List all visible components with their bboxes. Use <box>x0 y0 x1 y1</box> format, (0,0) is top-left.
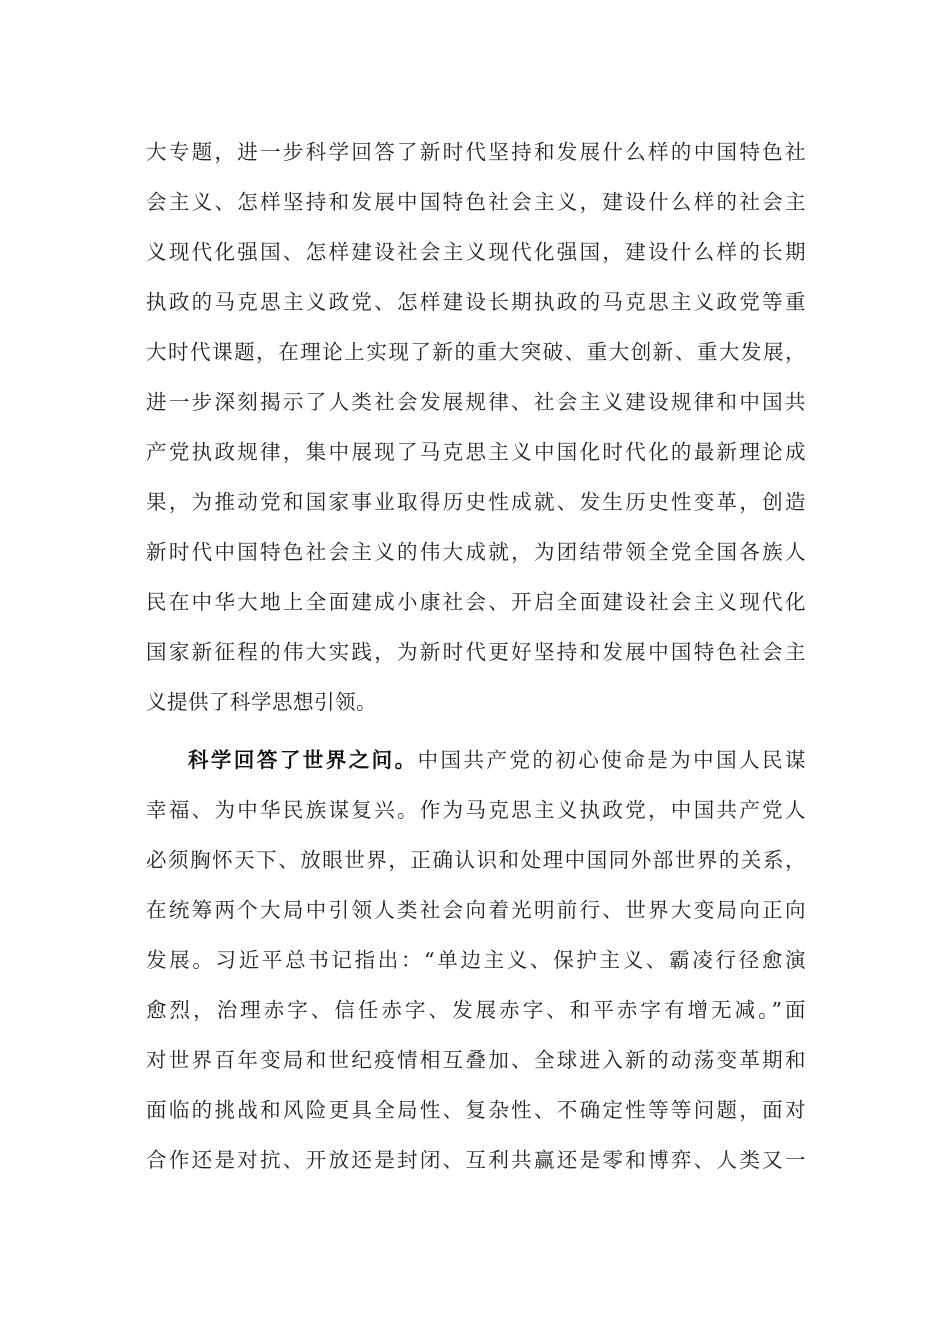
paragraph-line: 执政的马克思主义政党、怎样建设长期执政的马克思主义政党等重 <box>146 290 806 314</box>
paragraph-line: 愈烈，治理赤字、信任赤字、发展赤字、和平赤字有增无减。”面 <box>146 998 806 1022</box>
paragraph-line: 新时代中国特色社会主义的伟大成就，为团结带领全党全国各族人 <box>146 540 806 564</box>
paragraph-line: 义提供了科学思想引领。 <box>146 690 377 714</box>
paragraph-line: 进一步深刻揭示了人类社会发展规律、社会主义建设规律和中国共 <box>146 390 806 414</box>
paragraph-line: 面临的挑战和风险更具全局性、复杂性、不确定性等等问题，面对 <box>146 1098 806 1122</box>
paragraph-first-line-text: 中国共产党的初心使命是为中国人民谋 <box>417 748 807 772</box>
paragraph-line: 在统筹两个大局中引领人类社会向着光明前行、世界大变局向正向 <box>146 898 806 922</box>
paragraph-line: 产党执政规律，集中展现了马克思主义中国化时代化的最新理论成 <box>146 440 806 464</box>
section-lead-heading: 科学回答了世界之问。 <box>186 748 418 772</box>
paragraph-line: 果，为推动党和国家事业取得历史性成就、发生历史性变革，创造 <box>146 490 806 514</box>
paragraph-line: 民在中华大地上全面建成小康社会、开启全面建设社会主义现代化 <box>146 590 806 614</box>
paragraph-line: 必须胸怀天下、放眼世界，正确认识和处理中国同外部世界的关系， <box>146 848 806 872</box>
paragraph-world-question <box>146 735 806 1185</box>
paragraph-line: 大时代课题，在理论上实现了新的重大突破、重大创新、重大发展， <box>146 340 806 364</box>
paragraph-first-line <box>146 735 806 785</box>
paragraph-continuation <box>146 127 806 727</box>
paragraph-line: 国家新征程的伟大实践，为新时代更好坚持和发展中国特色社会主 <box>146 640 806 664</box>
paragraph-line: 义现代化强国、怎样建设社会主义现代化强国，建设什么样的长期 <box>146 240 806 264</box>
paragraph-line: 对世界百年变局和世纪疫情相互叠加、全球进入新的动荡变革期和 <box>146 1048 806 1072</box>
paragraph-line: 幸福、为中华民族谋复兴。作为马克思主义执政党，中国共产党人 <box>146 798 806 822</box>
paragraph-line: 合作还是对抗、开放还是封闭、互利共赢还是零和博弈、人类又一 <box>146 1148 806 1172</box>
paragraph-line: 发展。习近平总书记指出：“单边主义、保护主义、霸凌行径愈演 <box>146 948 806 972</box>
paragraph-line: 会主义、怎样坚持和发展中国特色社会主义，建设什么样的社会主 <box>146 190 806 214</box>
paragraph-line: 大专题，进一步科学回答了新时代坚持和发展什么样的中国特色社 <box>146 140 806 164</box>
